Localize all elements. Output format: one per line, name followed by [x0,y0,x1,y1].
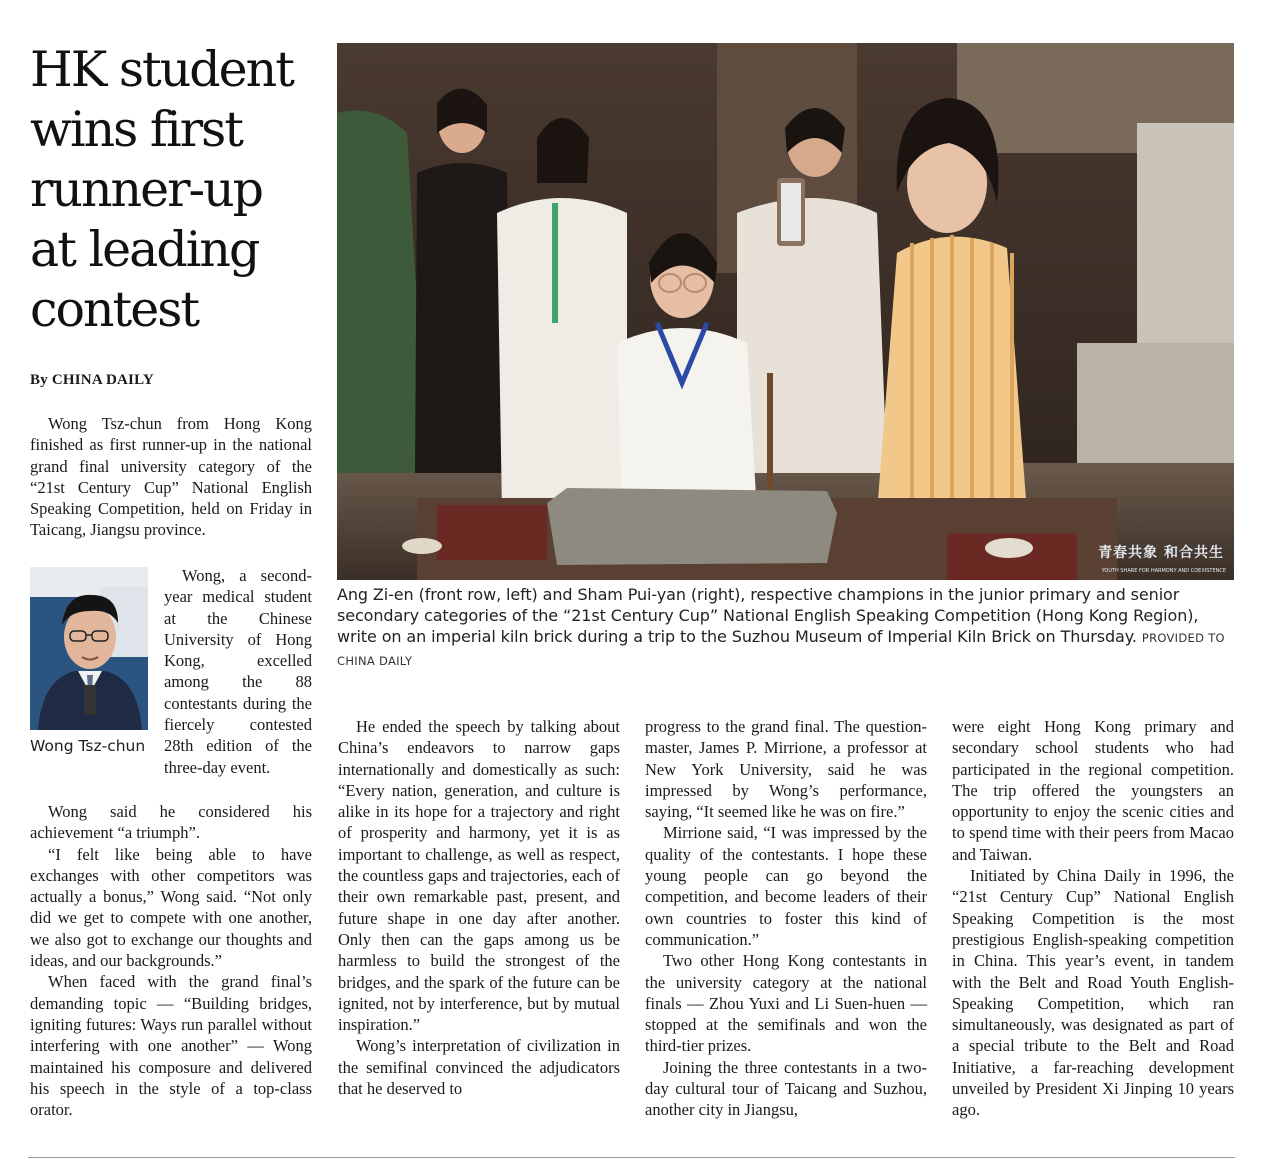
photo-watermark: 青春共象 和合共生 [1098,545,1224,561]
paragraph: Initiated by China Daily in 1996, the “21st Century Cup” National English Speaking Competition is the most prestigious English-speaking competition in China. This year’s event, in tandem with the Belt and Road Youth English-Speaking Competition, which ran simultaneously, was designated as part of a special tribute to the Belt and Road Initiative, a far-reaching development unveiled by President Xi Jinping 10 years ago. [952,866,1234,1120]
paragraph: Joining the three contestants in a two-day cultural tour of Taicang and Suzhou, another city in Jiangsu, [645,1057,927,1120]
main-photo [337,43,1234,580]
photo-caption [337,584,1237,672]
column-1-body [30,801,312,1120]
byline: By CHINA DAILY [30,372,154,388]
bottom-rule [28,1157,1235,1158]
portrait-photo [30,567,148,730]
paragraph: progress to the grand final. The question-master, James P. Mirrione, a professor at New York University, said he was impressed by Wong’s performance, saying, “It seemed like he was on fire.” [645,717,927,822]
portrait-illustration [30,567,148,730]
paragraph: When faced with the grand final’s demanding topic — “Building bridges, igniting futures: Ways run parallel without interfering with one another” — Wong maintained his composure and delivered his speech in the style of a top-class orator. [30,972,312,1120]
column-3 [645,716,927,1121]
paragraph: Wong Tsz-chun from Hong Kong finished as first runner-up in the national grand final university category of the “21st Century Cup” National English Speaking Competition, held on Friday in Taicang, Jiangsu province. [30,414,312,540]
paragraph: Mirrione said, “I was impressed by the quality of the contestants. I hope these young people can go beyond the competition, and become leaders of their own countries to foster this kind of communication.” [645,823,927,949]
photo-illustration [337,43,1234,580]
paragraph: Wong, a second-year medical student at the Chinese University of Hong Kong, excelled among the 88 contestants during the fiercely contested 28th edition of the three-day event. [164,566,312,777]
column-4 [952,716,1234,1121]
column-2 [338,716,620,1099]
paragraph: Wong’s interpretation of civilization in the semifinal convinced the adjudicators that he deserved to [338,1036,620,1099]
headline: HK student wins first runner-up at leading contest [30,41,293,338]
paragraph: Wong said he considered his achievement “a triumph”. [30,802,312,843]
portrait-caption: Wong Tsz-chun [30,737,146,755]
photo-watermark-sub: YOUTH SHARE FOR HARMONY AND COEXISTENCE [1101,568,1226,574]
paragraph: “I felt like being able to have exchanges with other competitors was actually a bonus,” Wong said. “Not only did we get to compete with one another, we also got to exchange our thoughts and ideas, and our backgrounds.” [30,844,312,971]
column-1-wrap [164,565,312,778]
paragraph: He ended the speech by talking about China’s endeavors to narrow gaps internationally and domestically as such: “Every nation, generation, and culture is alike in its hope for a trajectory and right of prosperity and harmony, yet it is as important to challenge, as well as respect, the countless gaps and trajectories, each of their own remarkable past, present, and future shape in one day after another. Only then can the gaps among us be harmless to build the strongest of the bridges, and the spark of the future can be ignited, not by interference, but by mutual inspiration.” [338,717,620,1035]
paragraph: Two other Hong Kong contestants in the university category at the national finals — Zhou Yuxi and Li Suen-huen — stopped at the semifinals and won the third-tier prizes. [645,951,927,1056]
photo-credit: PROVIDED TO CHINA DAILY [337,631,1225,668]
column-1-intro [30,413,312,541]
paragraph: were eight Hong Kong primary and secondary school students who had participated in the regional competition. The trip offered the youngsters an opportunity to enjoy the scenic cities and to spend time with their peers from Macao and Taiwan. [952,717,1234,864]
caption-text: Ang Zi-en (front row, left) and Sham Pui-yan (right), respective champions in the junior primary and senior secondary categories of the “21st Century Cup” National English Speaking Competition (Hong Kong Region), write on an imperial kiln brick during a trip to the Suzhou Museum of Imperial Kiln Brick on Thursday. [337,585,1199,646]
